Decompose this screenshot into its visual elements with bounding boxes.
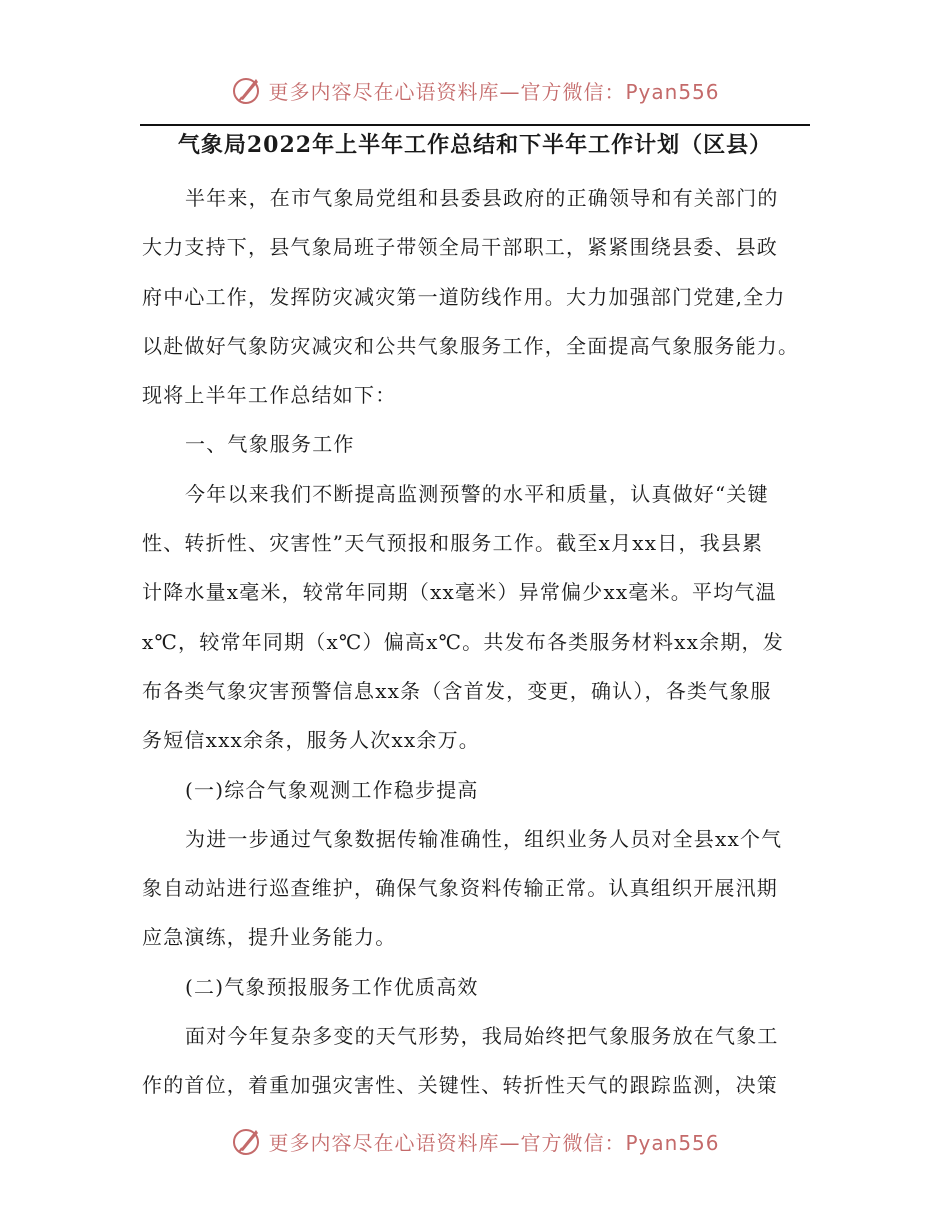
paragraph-line: 布各类气象灾害预警信息xx条（含首发，变更，确认），各类气象服 bbox=[142, 678, 772, 703]
paragraph-line: 府中心工作，发挥防灾减灾第一道防线作用。大力加强部门党建,全力 bbox=[142, 284, 786, 309]
feather-pen-logo-icon bbox=[230, 1124, 264, 1158]
watermark-text: 更多内容尽在心语资料库—官方微信：Pyan556 bbox=[268, 1130, 720, 1155]
wechat-id: Pyan556 bbox=[625, 1130, 720, 1155]
page-title: 气象局2022年上半年工作总结和下半年工作计划（区县） bbox=[177, 132, 773, 158]
paragraph-line: 以赴做好气象防灾减灾和公共气象服务工作，全面提高气象服务能力。 bbox=[142, 333, 800, 358]
paragraph-line: 务短信xxx余条，服务人次xx余万。 bbox=[142, 728, 480, 753]
paragraph-line: 性、转折性、灾害性”天气预报和服务工作。截至x月xx日，我县累 bbox=[142, 531, 764, 556]
subsection-heading: (一)综合气象观测工作稳步提高 bbox=[185, 777, 479, 802]
paragraph-line: 半年来，在市气象局党组和县委县政府的正确领导和有关部门的 bbox=[185, 186, 779, 210]
document-body bbox=[142, 174, 810, 1111]
paragraph-line: 现将上半年工作总结如下： bbox=[142, 383, 397, 408]
watermark-banner-bottom bbox=[0, 1121, 950, 1161]
feather-pen-logo-icon bbox=[230, 73, 264, 107]
paragraph-line: 计降水量x毫米，较常年同期（xx毫米）异常偏少xx毫米。平均气温 bbox=[142, 580, 777, 605]
paragraph-line: 大力支持下，县气象局班子带领全局干部职工，紧紧围绕县委、县政 bbox=[142, 235, 778, 260]
wechat-id: Pyan556 bbox=[625, 79, 720, 104]
watermark-banner-top bbox=[0, 70, 950, 110]
section-heading: 一、气象服务工作 bbox=[185, 432, 355, 457]
paragraph-line: 象自动站进行巡查维护，确保气象资料传输正常。认真组织开展汛期 bbox=[142, 876, 778, 901]
paragraph-line: x℃，较常年同期（x℃）偏高x℃。共发布各类服务材料xx余期，发 bbox=[142, 629, 784, 654]
paragraph-line: 应急演练，提升业务能力。 bbox=[142, 925, 397, 950]
watermark-text: 更多内容尽在心语资料库—官方微信：Pyan556 bbox=[268, 79, 720, 104]
paragraph-line: 为进一步通过气象数据传输准确性，组织业务人员对全县xx个气 bbox=[185, 826, 783, 851]
paragraph-line: 面对今年复杂多变的天气形势，我局始终把气象服务放在气象工 bbox=[185, 1024, 779, 1049]
subsection-heading: (二)气象预报服务工作优质高效 bbox=[185, 974, 479, 999]
paragraph-line: 今年以来我们不断提高监测预警的水平和质量，认真做好“关键 bbox=[185, 481, 769, 506]
title-rule bbox=[140, 124, 810, 126]
paragraph-line: 作的首位，着重加强灾害性、关键性、转折性天气的跟踪监测，决策 bbox=[142, 1073, 778, 1098]
